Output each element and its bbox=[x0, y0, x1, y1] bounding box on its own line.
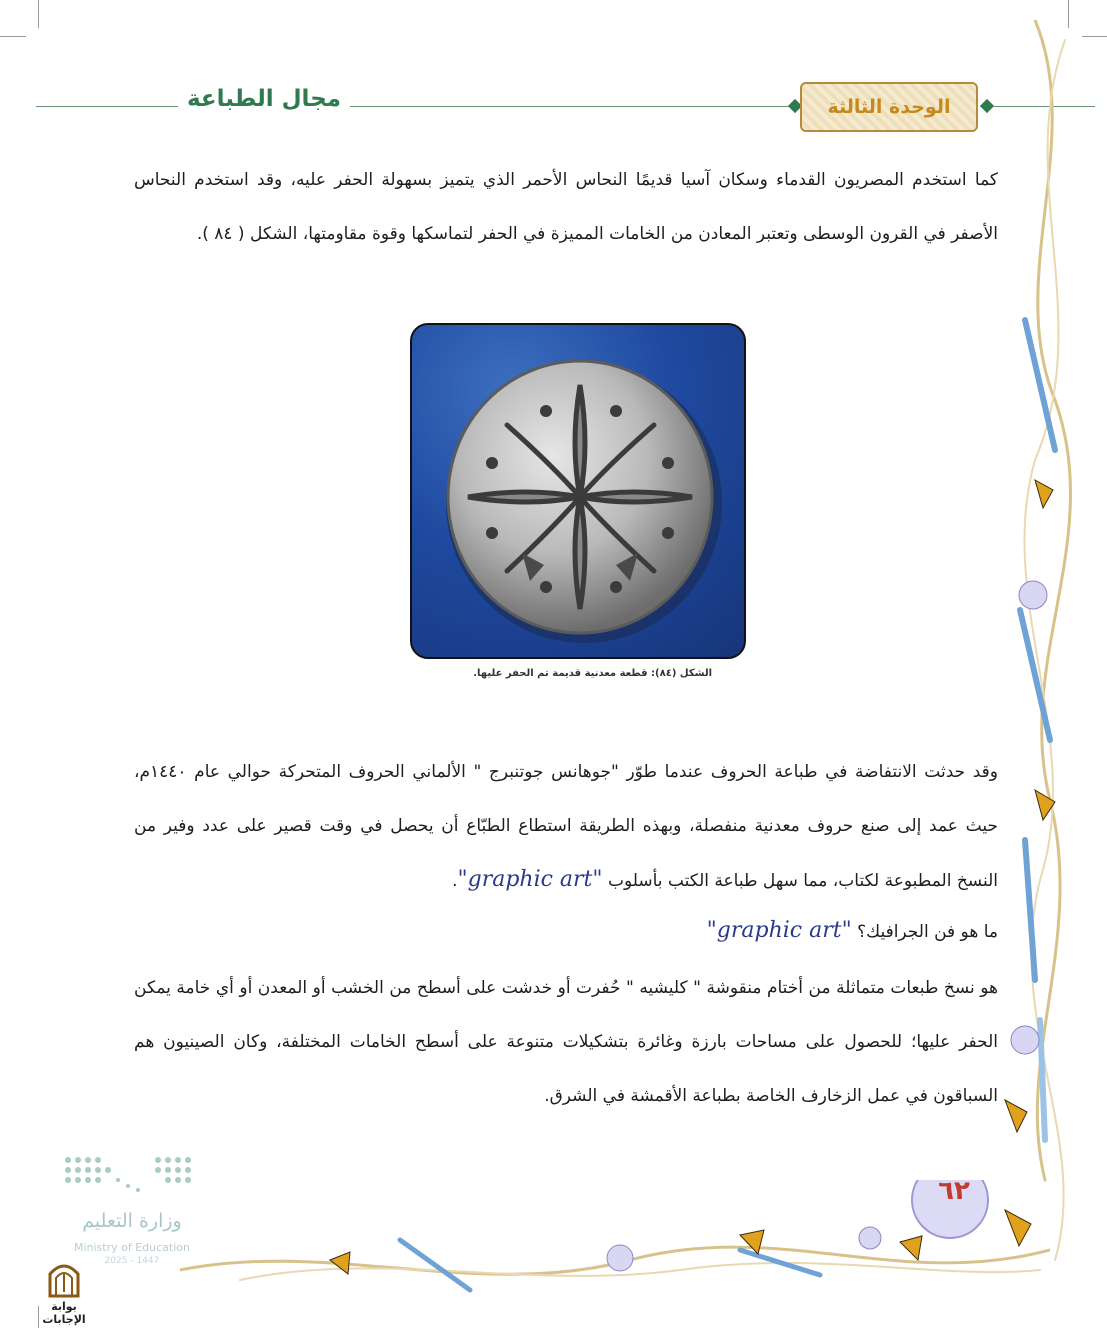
answers-portal-logo-icon bbox=[44, 1258, 84, 1298]
crop-mark bbox=[0, 36, 26, 37]
crop-mark bbox=[38, 0, 39, 28]
ministry-logo-dots-icon bbox=[62, 1154, 198, 1198]
header-rule bbox=[36, 106, 796, 107]
graphic-art-term: "graphic art" bbox=[457, 867, 603, 892]
page-number: ٦٢ bbox=[938, 1176, 970, 1206]
figure-caption: الشكل (٨٤): قطعة معدنية قديمة تم الحفر عليها. bbox=[473, 668, 712, 679]
graphic-art-term: "graphic art" bbox=[706, 918, 852, 943]
answers-portal-label: بوابة الإجابات bbox=[42, 1300, 86, 1326]
diamond-ornament-icon bbox=[980, 99, 994, 113]
question-line bbox=[134, 904, 998, 959]
paragraph-metals: كما استخدم المصريون القدماء وسكان آسيا قديمًا النحاس الأحمر الذي يتميز بسهولة الحفر عليه، وقد استخدم النحاس الأصفر في القرون الوسطى وتعتبر المعادن من الخامات المميزة في الحفر لتماسكها وقوة مقاومتها، الشكل ( ٨٤ ). bbox=[134, 170, 998, 244]
paragraph-gutenberg-text: وقد حدثت الانتفاضة في طباعة الحروف عندما طوّر "جوهانس جوتنبرج " الألماني الحروف المتحركة حوالي عام ١٤٤٠م، حيث عمد إلى صنع حروف معدنية منفصلة، وبهذه الطريقة استطاع الطبّاع أن يحصل في وقت قصير على عدد وفير من النسخ المطبوعة لكتاب، مما سهل طباعة الكتب بأسلوب bbox=[134, 762, 998, 891]
bottom-border-decoration bbox=[180, 1180, 1050, 1300]
floral-border-decoration bbox=[995, 20, 1107, 1280]
ministry-name-arabic: وزارة التعليم bbox=[82, 1210, 182, 1232]
edition-year: 2025 - 1447 bbox=[104, 1256, 160, 1266]
unit-label-frame bbox=[800, 82, 978, 132]
coin-figure bbox=[410, 323, 746, 659]
engraved-coin-image bbox=[412, 325, 744, 657]
paragraph-definition: هو نسخ طبعات متماثلة من أختام منقوشة " كليشيه " حُفرت أو خدشت على أسطح من الخشب أو المعدن أو أي خامة يمكن الحفر عليها؛ للحصول على مساحات بارزة وغائرة بتشكيلات متنوعة على أسطح الخامات المختلفة، وكان الصينيون هم السباقون في عمل الزخارف الخاصة بطباعة الأقمشة في الشرق. bbox=[134, 978, 998, 1106]
question-text: ما هو فن الجرافيك؟ bbox=[857, 922, 998, 942]
paragraph-gutenberg bbox=[134, 745, 998, 908]
unit-label: الوحدة الثالثة bbox=[827, 96, 951, 118]
ministry-name-english: Ministry of Education bbox=[73, 1241, 190, 1254]
sentence-end: . bbox=[452, 871, 458, 891]
page-title: مجال الطباعة bbox=[178, 86, 350, 112]
